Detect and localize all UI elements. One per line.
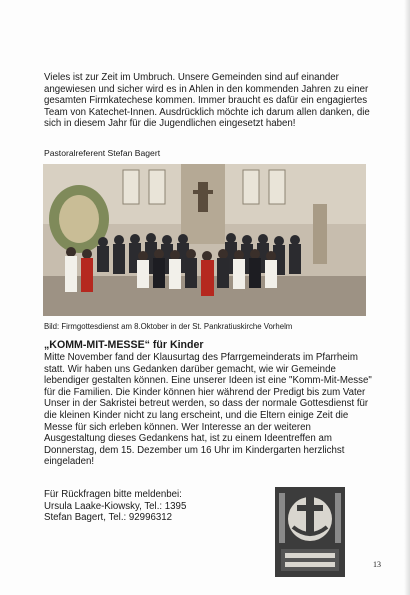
contact-line: Stefan Bagert, Tel.: 92996312 <box>44 512 173 524</box>
church-photo <box>43 164 366 316</box>
article-body: Mitte November fand der Klausurtag des Pfarrgemeinderats im Pfarrheim statt. Wir haben uns Gedanken darüber gemacht, wie wir Gemeinde lebendiger gestalten können. Eine unserer Ideen ist eine "Komm-Mit-Messe" für die Familien. Die Kinder können hier während der Predigt bis zum Vater Unser in der Sakristei betreut werden, so dass der normale Gottesdienst für die kleinen Kinder nicht zu lang erscheint, und die Eltern einige Zeit die Messe für sich erleben können. Wer Interesse an der weiteren Ausgestaltung dieses Gedankens hat, ist zu einem Ideentreffen am Donnerstag, dem 15. Dezember um 16 Uhr im Kindergarten herzlichst eingeladen! <box>44 352 372 468</box>
article-heading: „KOMM-MIT-MESSE“ für Kinder <box>44 339 204 351</box>
signature: Pastoralreferent Stefan Bagert <box>44 148 161 158</box>
intro-paragraph: Vieles ist zur Zeit im Umbruch. Unsere Gemeinden sind auf einander angewiesen und sicher wird es in Ahlen in den kommenden Jahren zu einer gesamten Firmkatechese kommen. Immer braucht es dafür ein engagiertes Team von Katechet-Innen. Ausdrücklich möchte ich darum allen danken, die sich in diesem Jahr für die Jugendlichen eingesetzt haben! <box>44 72 370 130</box>
contact-block <box>44 489 264 524</box>
contact-line: Ursula Laake-Kiowsky, Tel.: 1395 <box>44 500 187 512</box>
komm-mit-messe-logo <box>275 487 345 577</box>
page-edge-shadow <box>404 0 410 595</box>
logo-graphic <box>275 487 345 577</box>
church-photo-drawing <box>43 164 366 316</box>
photo-caption: Bild: Firmgottesdienst am 8.Oktober in der St. Pankratiuskirche Vorhelm <box>44 322 293 331</box>
contact-intro: Für Rückfragen bitte meldenbei: <box>44 489 182 500</box>
page-number: 13 <box>373 560 381 569</box>
